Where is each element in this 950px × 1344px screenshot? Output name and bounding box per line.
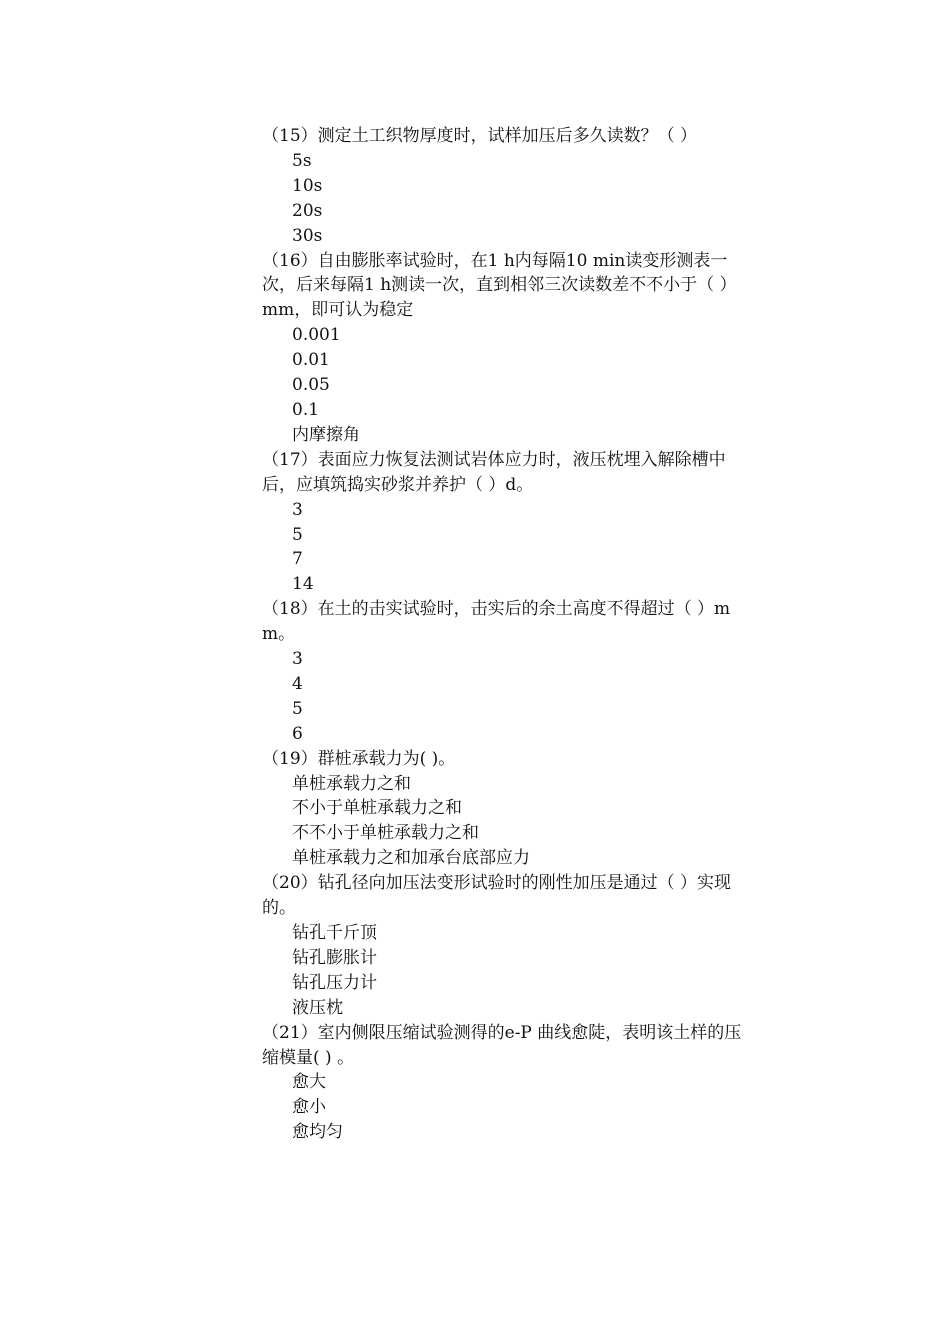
- option: 10s: [292, 175, 323, 196]
- question-19: [262, 747, 752, 872]
- question-text: （20）钻孔径向加压法变形试验时的刚性加压是通过（ ）实现的。: [262, 873, 732, 919]
- option: 愈均匀: [292, 1122, 343, 1143]
- option: 愈大: [292, 1072, 326, 1093]
- option: 0.05: [292, 375, 330, 396]
- question-text: （21）室内侧限压缩试验测得的e-P 曲线愈陡，表明该土样的压缩模量( ) 。: [262, 1022, 742, 1068]
- option: 5s: [292, 150, 312, 171]
- question-18: [262, 597, 752, 746]
- option: 液压枕: [292, 997, 343, 1018]
- option: 单桩承载力之和加承台底部应力: [292, 848, 530, 869]
- option: 30s: [292, 225, 323, 246]
- option: 不不小于单桩承载力之和: [292, 823, 479, 844]
- option: 0.01: [292, 350, 330, 371]
- question-list: [262, 124, 752, 1145]
- option: 钻孔千斤顶: [292, 923, 377, 943]
- question-text: （19）群桩承载力为( )。: [262, 748, 456, 769]
- option: 钻孔压力计: [292, 972, 377, 993]
- option: 5: [292, 698, 303, 719]
- option: 不小于单桩承载力之和: [292, 798, 462, 819]
- option: 3: [292, 499, 303, 520]
- option: 钻孔膨胀计: [292, 947, 377, 968]
- option: 0.1: [292, 399, 320, 420]
- question-16: [262, 249, 752, 448]
- question-text: （18）在土的击实试验时，击实后的余土高度不得超过（ ）mm。: [262, 599, 731, 645]
- question-17: [262, 448, 752, 597]
- question-text: （15）测定土工织物厚度时，试样加压后多久读数？（ ）: [262, 126, 698, 146]
- question-15: [262, 124, 752, 249]
- question-20: [262, 871, 752, 1020]
- option: 20s: [292, 200, 323, 221]
- option: 6: [292, 723, 303, 744]
- option: 单桩承载力之和: [292, 773, 411, 794]
- option: 4: [292, 673, 303, 694]
- question-21: [262, 1021, 752, 1146]
- option: 5: [292, 524, 303, 545]
- question-text: （16）自由膨胀率试验时，在1 h内每隔10 min读变形测表一次，后来每隔1 h测读一次，直到相邻三次读数差不不小于（ ）mm，即可认为稳定: [262, 250, 737, 321]
- option: 内摩擦角: [292, 424, 360, 445]
- option: 14: [292, 574, 314, 595]
- option: 3: [292, 649, 303, 670]
- question-text: （17）表面应力恢复法测试岩体应力时，液压枕埋入解除槽中后，应填筑捣实砂浆并养护（ ）d。: [262, 449, 726, 495]
- option: 0.001: [292, 325, 341, 346]
- option: 愈小: [292, 1097, 326, 1118]
- option: 7: [292, 549, 303, 570]
